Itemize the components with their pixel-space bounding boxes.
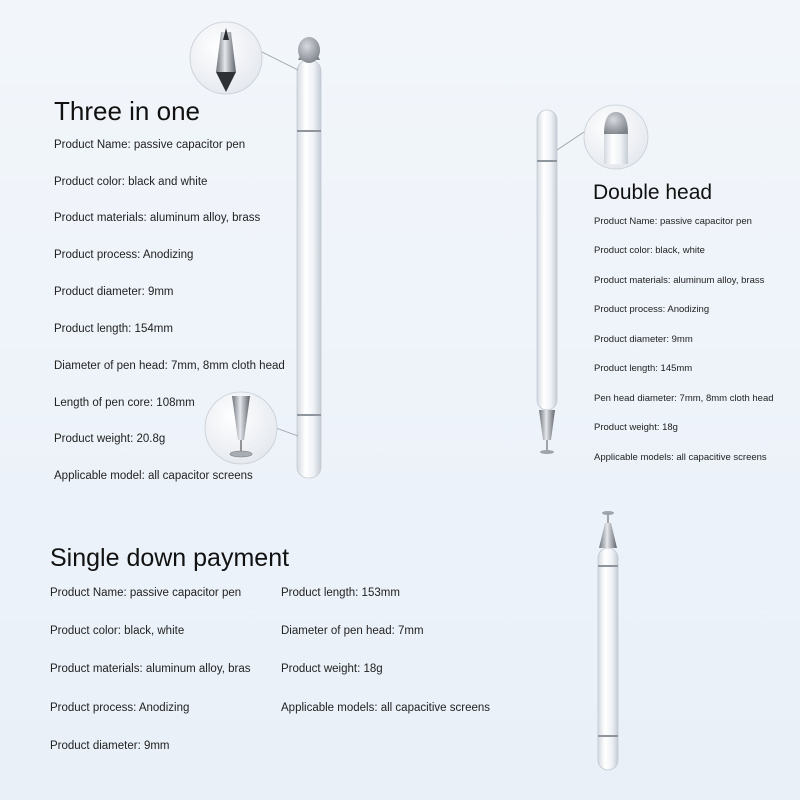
spec-item: Product diameter: 9mm — [594, 334, 693, 345]
spec-item: Product Name: passive capacitor pen — [594, 216, 752, 227]
spec-item: Product process: Anodizing — [594, 304, 710, 315]
spec-item: Product materials: aluminum alloy, brass — [594, 275, 765, 286]
cloth-tip-callout — [557, 105, 648, 169]
pen-tip-callout-bottom — [205, 392, 298, 464]
spec-item: Applicable models: all capacitive screens — [281, 702, 491, 714]
spec-item: Product weight: 18g — [281, 663, 383, 675]
spec-item: Product materials: aluminum alloy, brass — [54, 212, 261, 224]
spec-item: Pen head diameter: 7mm, 8mm cloth head — [594, 393, 774, 404]
spec-item: Product weight: 20.8g — [54, 433, 166, 445]
spec-item: Product color: black and white — [54, 176, 208, 188]
three-in-one-title: Three in one — [54, 96, 200, 126]
spec-item: Product length: 145mm — [594, 363, 693, 374]
single-down-payment-pen-image — [598, 511, 618, 770]
spec-item: Diameter of pen head: 7mm — [281, 625, 424, 637]
spec-item: Product diameter: 9mm — [50, 740, 170, 752]
spec-item: Product Name: passive capacitor pen — [50, 587, 242, 599]
spec-item: Applicable models: all capacitive screens — [594, 452, 767, 463]
spec-item: Product color: black, white — [50, 625, 185, 637]
spec-item: Applicable model: all capacitor screens — [54, 470, 253, 482]
spec-item: Product diameter: 9mm — [54, 286, 174, 298]
spec-item: Diameter of pen head: 7mm, 8mm cloth head — [54, 360, 285, 372]
double-head-title: Double head — [593, 181, 713, 204]
spec-item: Product Name: passive capacitor pen — [54, 139, 246, 151]
double-head-pen-image — [537, 110, 557, 454]
spec-item: Length of pen core: 108mm — [54, 397, 195, 409]
spec-item: Product materials: aluminum alloy, bras — [50, 663, 251, 675]
spec-item: Product color: black, white — [594, 245, 705, 256]
spec-item: Product length: 154mm — [54, 323, 173, 335]
three-in-one-pen-image — [297, 37, 321, 478]
pen-tip-callout-top — [190, 22, 298, 94]
spec-item: Product process: Anodizing — [54, 249, 194, 261]
spec-item: Product process: Anodizing — [50, 702, 190, 714]
spec-item: Product weight: 18g — [594, 422, 678, 433]
spec-item: Product length: 153mm — [281, 587, 400, 599]
single-down-payment-title: Single down payment — [50, 544, 290, 572]
